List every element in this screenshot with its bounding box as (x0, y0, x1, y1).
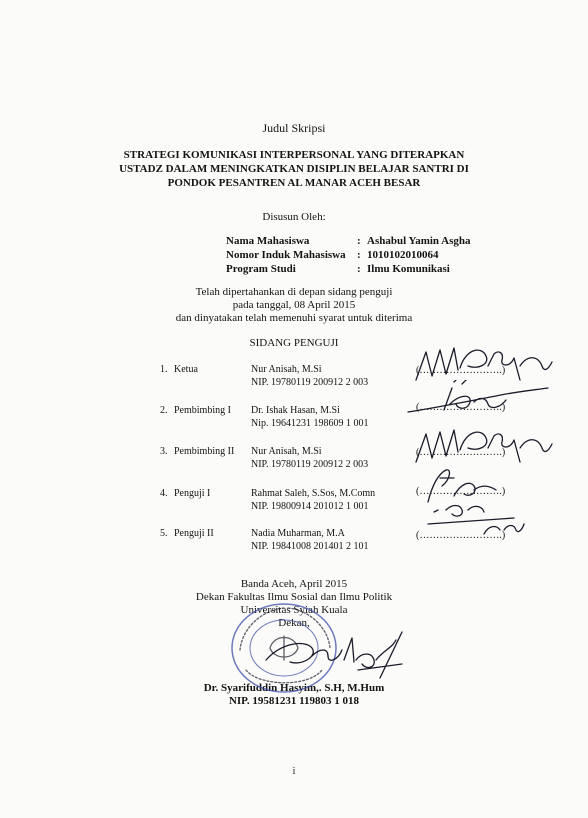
signature-pembimbing2-image (410, 424, 560, 468)
examiner-number: 4. (160, 488, 168, 499)
examiner-name: Rahmat Saleh, S.Sos, M.Comn (251, 488, 376, 499)
examiner-number: 2. (160, 405, 168, 416)
place-date: Banda Aceh, April 2015 (240, 578, 348, 590)
examiner-role: Pembimbing II (174, 446, 235, 457)
faculty-name: Dekan Fakultas Ilmu Sosial dan Ilmu Politik (195, 591, 393, 603)
study-program: Ilmu Komunikasi (367, 263, 450, 275)
identity-colon: : (357, 235, 361, 247)
student-number: 1010102010064 (367, 249, 439, 261)
signature-dean-image (262, 630, 412, 682)
defense-line-2: pada tanggal, 08 April 2015 (232, 299, 356, 311)
dean-title: Dekan, (278, 617, 310, 629)
identity-colon: : (357, 249, 361, 261)
title-line-3: PONDOK PESANTREN AL MANAR ACEH BESAR (167, 177, 421, 189)
signature-line: (…………………….) (416, 402, 506, 413)
examiner-nip: NIP. 19780119 200912 2 003 (251, 459, 369, 470)
header-label: Judul Skripsi (262, 121, 326, 135)
examiner-nip: Nip. 19641231 198609 1 001 (251, 418, 369, 429)
examiner-role: Penguji I (174, 488, 211, 499)
dean-nip: NIP. 19581231 119803 1 018 (228, 695, 360, 707)
title-line-2: USTADZ DALAM MENINGKATKAN DISIPLIN BELAJAR SANTRI DI (119, 163, 469, 175)
examiner-role: Penguji II (174, 528, 214, 539)
examiner-name: Nadia Muharman, M.A (251, 528, 345, 539)
examiner-number: 3. (160, 446, 168, 457)
authored-by-label: Disusun Oleh: (262, 211, 326, 223)
committee-heading: SIDANG PENGUJI (249, 337, 339, 349)
defense-line-3: dan dinyatakan telah memenuhi syarat untuk diterima (175, 312, 413, 324)
signature-pembimbing1-image (404, 380, 554, 420)
examiner-role: Pembimbing I (174, 405, 231, 416)
student-name: Ashabul Yamin Asgha (367, 235, 471, 247)
signature-penguji2-image (424, 500, 534, 540)
signature-line: (…………………….) (416, 447, 506, 458)
examiner-role: Ketua (174, 364, 198, 375)
title-line-1: STRATEGI KOMUNIKASI INTERPERSONAL YANG DITERAPKAN (123, 149, 465, 161)
defense-line-1: Telah dipertahankan di depan sidang penguji (195, 286, 393, 298)
page-number: i (292, 766, 296, 777)
examiner-nip: NIP. 19780119 200912 2 003 (251, 377, 369, 388)
identity-label: Nomor Induk Mahasiswa (226, 249, 346, 261)
examiner-number: 5. (160, 528, 168, 539)
examiner-nip: NIP. 19841008 201401 2 101 (251, 541, 369, 552)
signature-line: (…………………….) (416, 365, 506, 376)
examiner-name: Nur Anisah, M.Si (251, 364, 322, 375)
examiner-number: 1. (160, 364, 168, 375)
examiner-nip: NIP. 19800914 201012 1 001 (251, 501, 369, 512)
examiner-name: Dr. Ishak Hasan, M.Si (251, 405, 340, 416)
signature-line: (…………………….) (416, 530, 506, 541)
examiner-name: Nur Anisah, M.Si (251, 446, 322, 457)
identity-label: Nama Mahasiswa (226, 235, 310, 247)
signature-line: (…………………….) (416, 486, 506, 497)
identity-colon: : (357, 263, 361, 275)
dean-name: Dr. Syarifuddin Hasyim,. S.H, M.Hum (203, 682, 385, 694)
university-name: Universitas Syiah Kuala (240, 604, 348, 616)
identity-label: Program Studi (226, 263, 296, 275)
